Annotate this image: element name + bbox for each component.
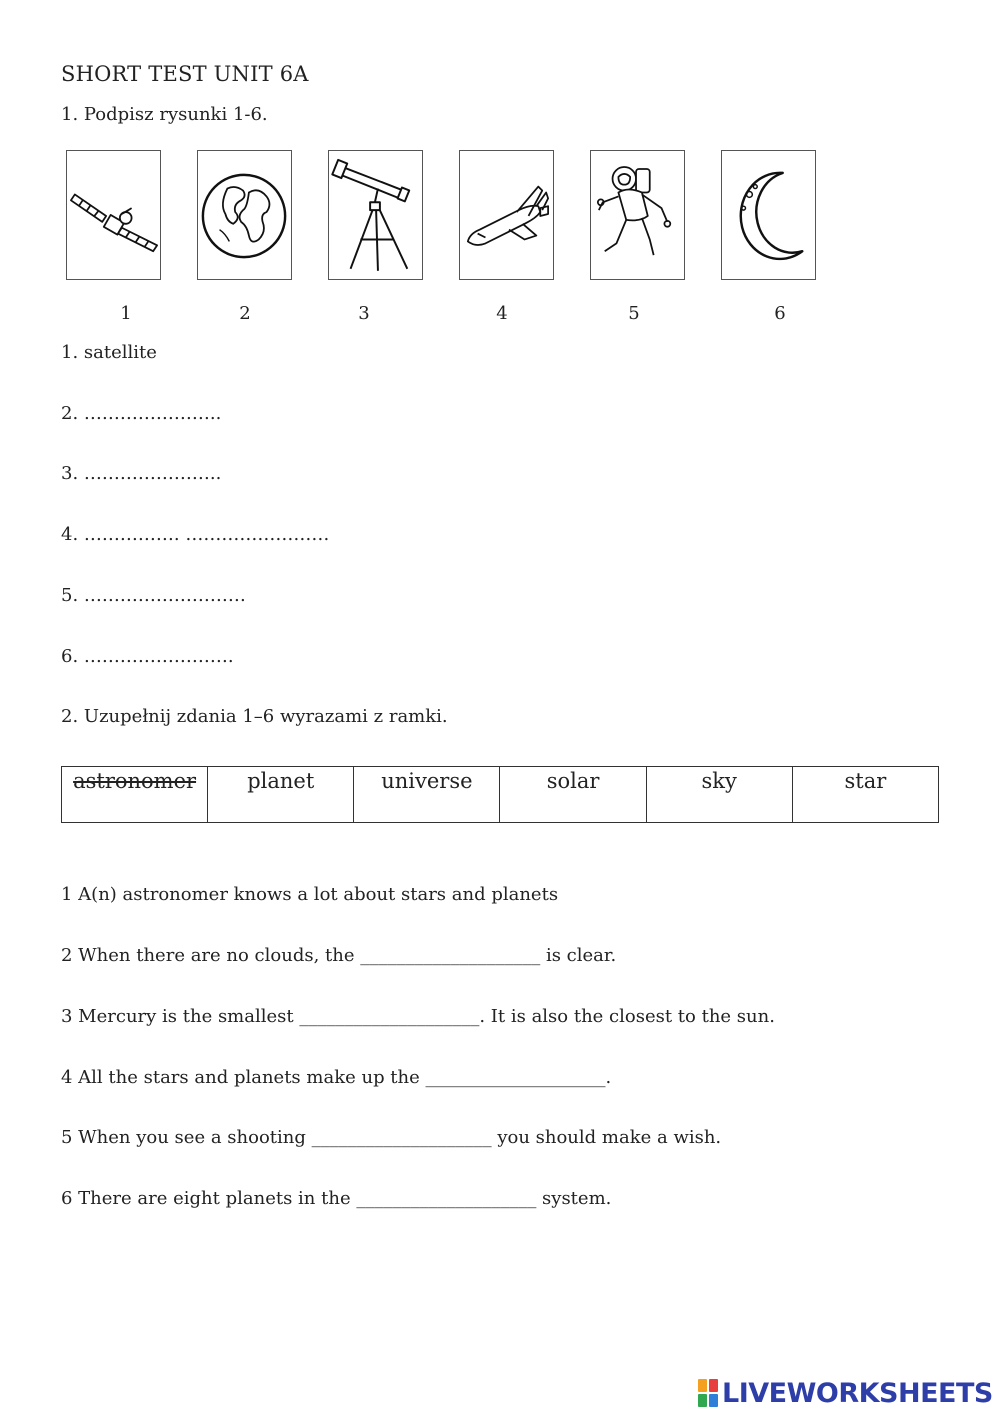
sentence-3[interactable]: 3 Mercury is the smallest ____________________. It is also the closest to the sun. [61,1006,775,1027]
picture-number-2: 2 [239,303,251,324]
picture-2 [197,150,292,280]
answer-line-1: 1. satellite [61,342,157,363]
picture-number-6: 6 [774,303,786,324]
sentence-2[interactable]: 2 When there are no clouds, the ____________________ is clear. [61,945,617,966]
astronaut-icon [591,151,684,279]
telescope-icon [329,151,422,279]
space-shuttle-icon [460,151,553,279]
picture-number-4: 4 [496,303,508,324]
crescent-moon-icon [722,151,815,279]
word-box-cell: sky [646,767,792,823]
picture-3 [328,150,423,280]
picture-1 [66,150,161,280]
sentence-1: 1 A(n) astronomer knows a lot about stars and planets [61,884,559,905]
picture-6 [721,150,816,280]
satellite-icon [67,151,160,279]
word-box-cell: universe [354,767,500,823]
word-box-cell: astronomer [62,767,208,823]
picture-5 [590,150,685,280]
picture-number-3: 3 [358,303,370,324]
answer-line-3[interactable]: 3. ………………….. [61,463,222,484]
answer-line-6[interactable]: 6. ……………………. [61,646,234,667]
earth-globe-icon [198,151,291,279]
liveworksheets-logo [698,1378,993,1408]
sentence-6[interactable]: 6 There are eight planets in the ____________________ system. [61,1188,612,1209]
word-box-cell: star [792,767,938,823]
logo-text: LIVEWORKSHEETS [722,1377,993,1409]
page-title: SHORT TEST UNIT 6A [61,62,309,86]
exercise2-instruction: 2. Uzupełnij zdania 1–6 wyrazami z ramki. [61,706,448,727]
answer-line-2[interactable]: 2. ………………….. [61,403,222,424]
logo-blocks-icon [698,1379,718,1407]
sentence-5[interactable]: 5 When you see a shooting ____________________ you should make a wish. [61,1127,722,1148]
picture-number-1: 1 [120,303,132,324]
answer-line-5[interactable]: 5. ……………………… [61,585,246,606]
word-box [61,766,939,823]
picture-4 [459,150,554,280]
sentence-4[interactable]: 4 All the stars and planets make up the ____________________. [61,1067,612,1088]
exercise1-instruction: 1. Podpisz rysunki 1-6. [61,104,268,125]
answer-line-4[interactable]: 4. ……………. …………………… [61,524,330,545]
word-box-cell: planet [208,767,354,823]
word-box-cell: solar [500,767,646,823]
picture-number-5: 5 [628,303,640,324]
